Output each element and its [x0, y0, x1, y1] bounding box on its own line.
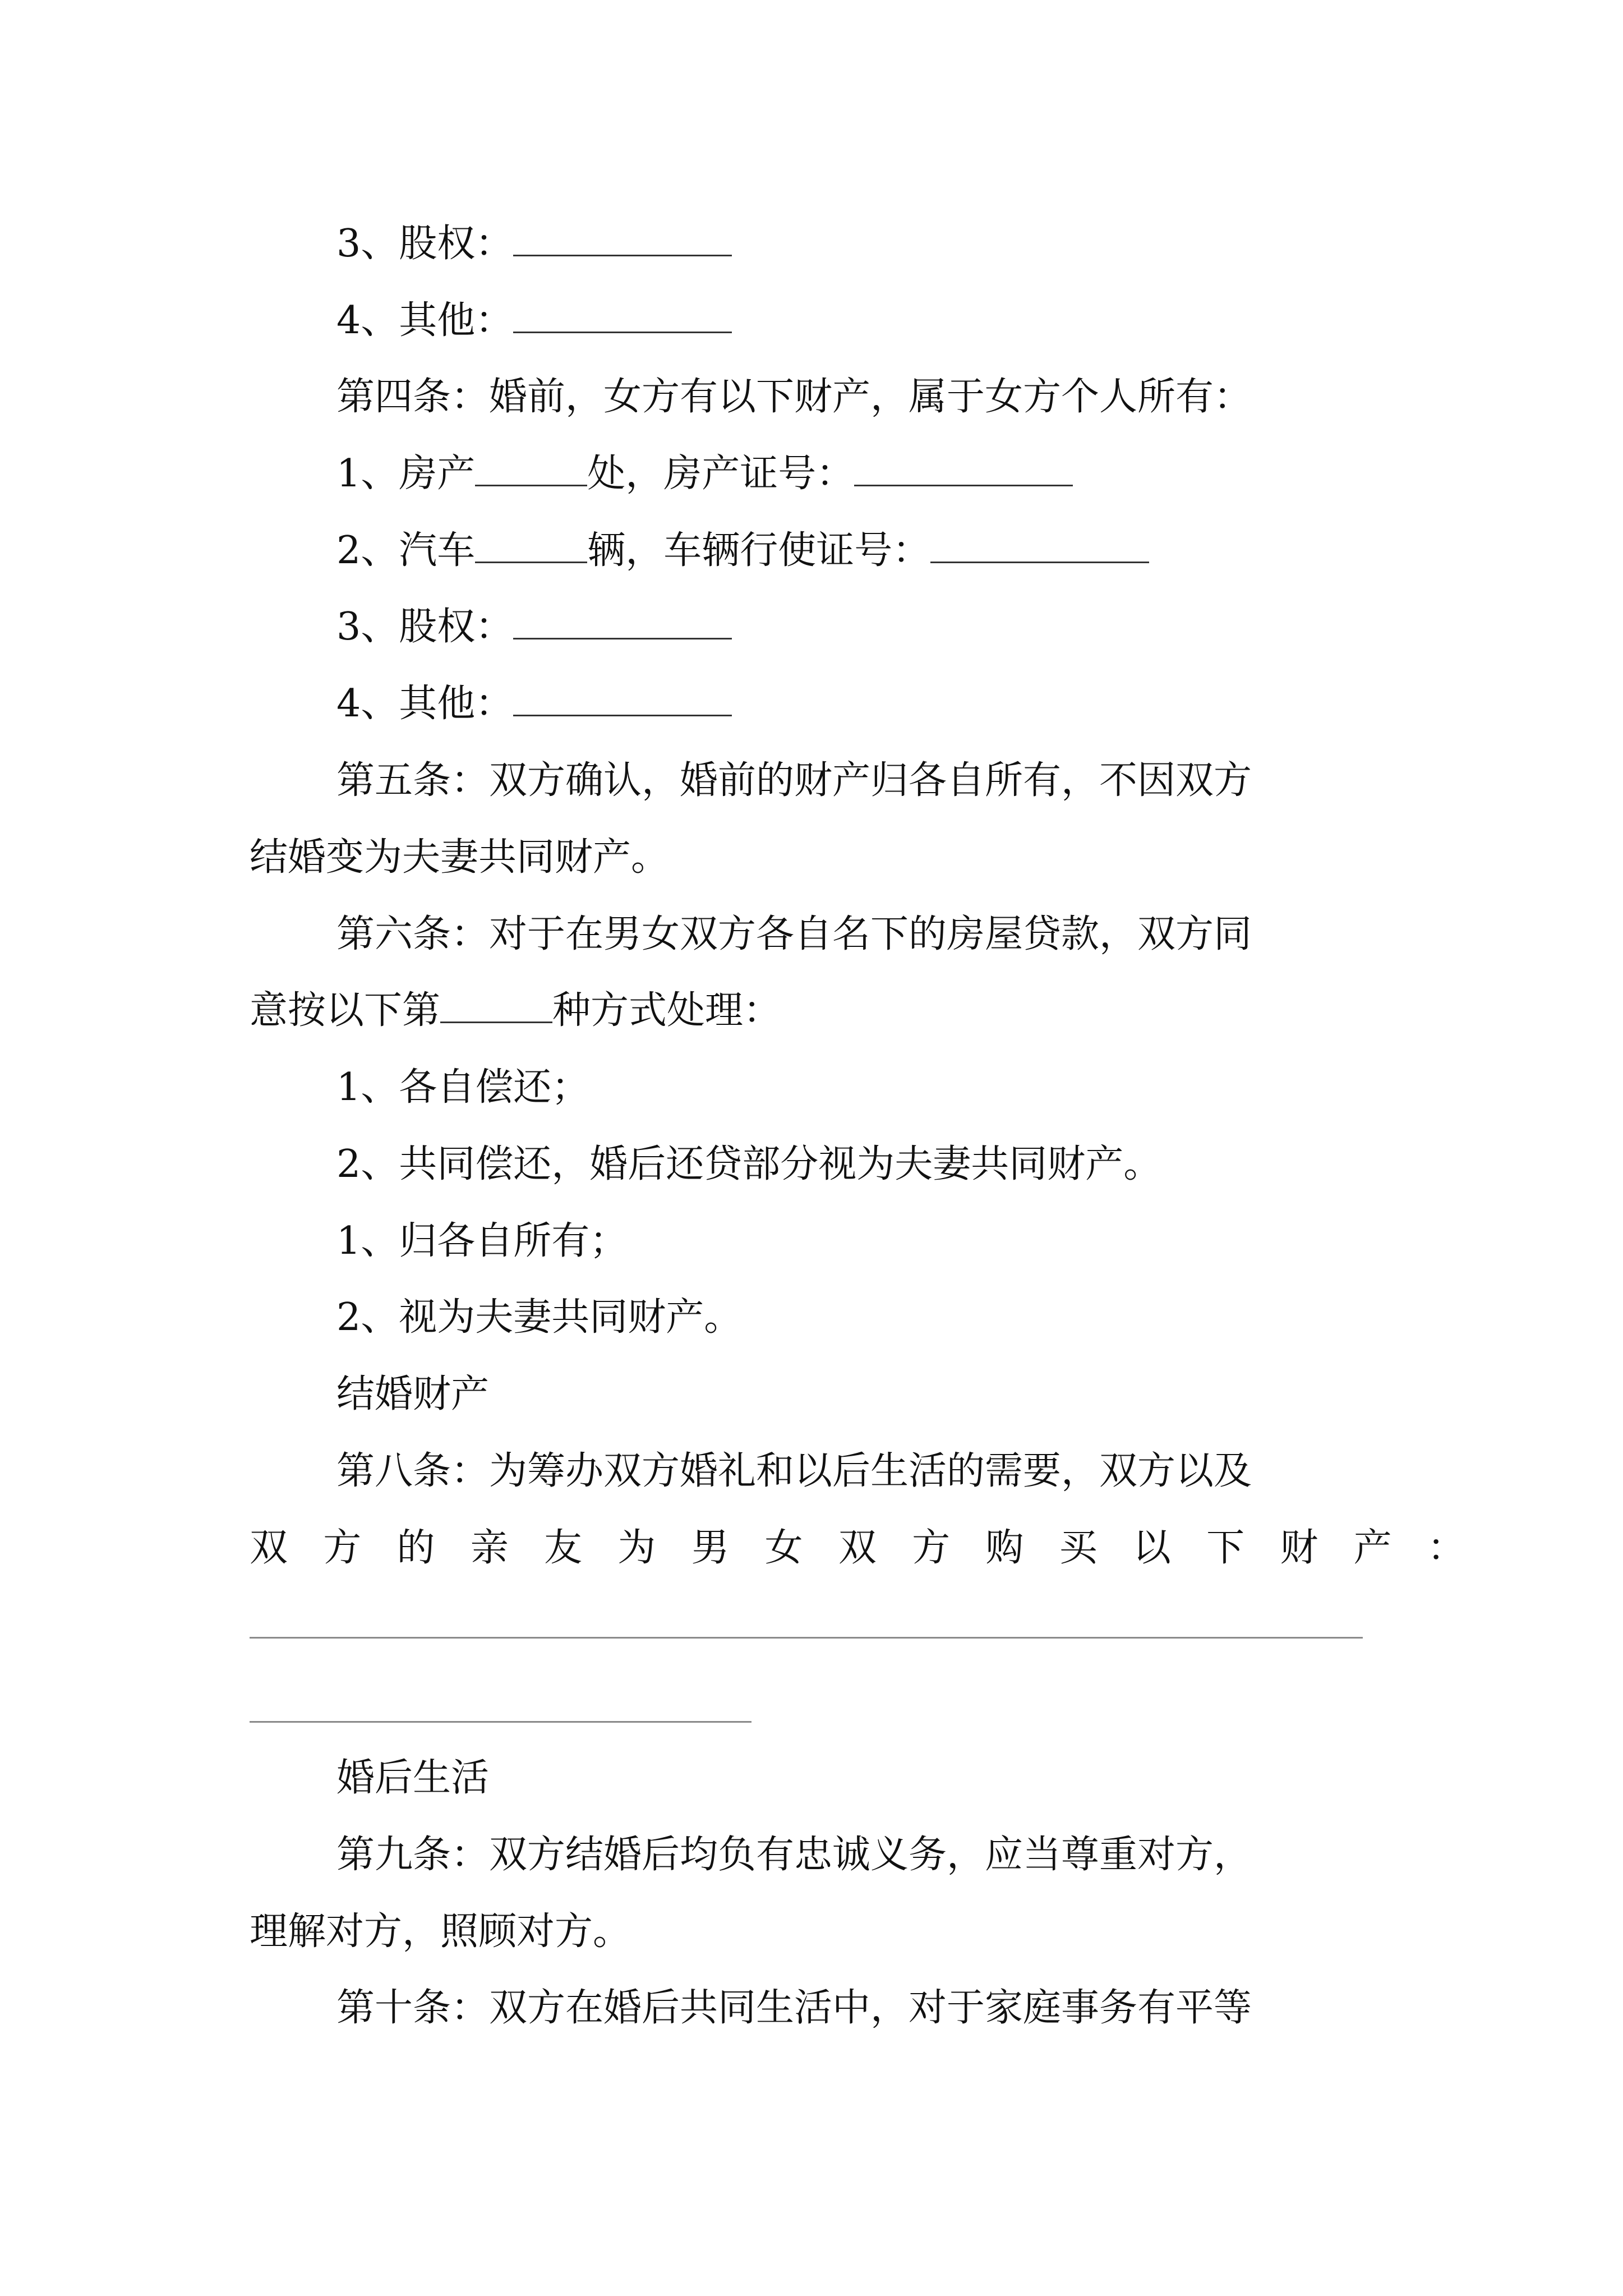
car-line [336, 528, 1149, 573]
fill-blank [475, 550, 587, 563]
section-heading-married-life: 婚后生活 [336, 1756, 490, 1800]
equity-line-1 [336, 222, 732, 266]
fill-blank [513, 320, 732, 333]
fill-blank [440, 1010, 552, 1023]
text: 2、汽车 [336, 528, 476, 573]
equity-line-2 [336, 605, 732, 650]
article-5-line-2: 结婚变为夫妻共同财产。 [250, 835, 670, 880]
fill-blank [513, 703, 732, 716]
text: 种方式处理： [552, 988, 782, 1033]
fill-blank [475, 473, 587, 486]
text: 意按以下第 [250, 988, 441, 1033]
fill-blank [930, 550, 1149, 563]
section-heading-marriage-property: 结婚财产 [336, 1372, 490, 1416]
text: 处，房产证号： [587, 452, 855, 496]
text: 3、股权： [336, 222, 514, 266]
option-3: 1、归各自所有； [336, 1219, 628, 1263]
article-4-heading: 第四条：婚前，女方有以下财产，属于女方个人所有： [336, 375, 1252, 419]
fill-blank [513, 243, 732, 256]
article-6-line-1: 第六条：对于在男女双方各自名下的房屋贷款，双方同 [336, 912, 1252, 956]
article-10-line-1: 第十条：双方在婚后共同生活中，对于家庭事务有平等 [336, 1986, 1252, 2030]
article-5-line-1: 第五条：双方确认，婚前的财产归各自所有，不因双方 [336, 758, 1252, 803]
option-4: 2、视为夫妻共同财产。 [336, 1295, 743, 1340]
option-1: 1、各自偿还； [336, 1065, 590, 1110]
article-8-line-1: 第八条：为筹办双方婚礼和以后生活的需要，双方以及 [336, 1449, 1252, 1493]
article-9-line-2: 理解对方，照顾对方。 [250, 1910, 631, 1954]
fill-blank [854, 473, 1073, 486]
fill-blank [513, 627, 732, 639]
house-line [336, 452, 1073, 496]
other-line-2 [336, 682, 732, 726]
option-2: 2、共同偿还，婚后还贷部分视为夫妻共同财产。 [336, 1142, 1162, 1186]
article-9-line-1: 第九条：双方结婚后均负有忠诚义务，应当尊重对方， [336, 1833, 1252, 1877]
fill-blank-line-long [250, 1637, 1363, 1639]
text: 1、房产 [336, 452, 476, 496]
article-6-line-2 [250, 988, 781, 1033]
text: 4、其他： [336, 298, 514, 343]
text: 3、股权： [336, 605, 514, 649]
text: 4、其他： [336, 682, 514, 726]
article-8-line-2: 双方的亲友为男女双方购买以下财产： [250, 1526, 1501, 1570]
fill-blank-line-short [250, 1721, 751, 1723]
other-line-1 [336, 298, 732, 343]
text: 辆，车辆行使证号： [587, 528, 931, 573]
